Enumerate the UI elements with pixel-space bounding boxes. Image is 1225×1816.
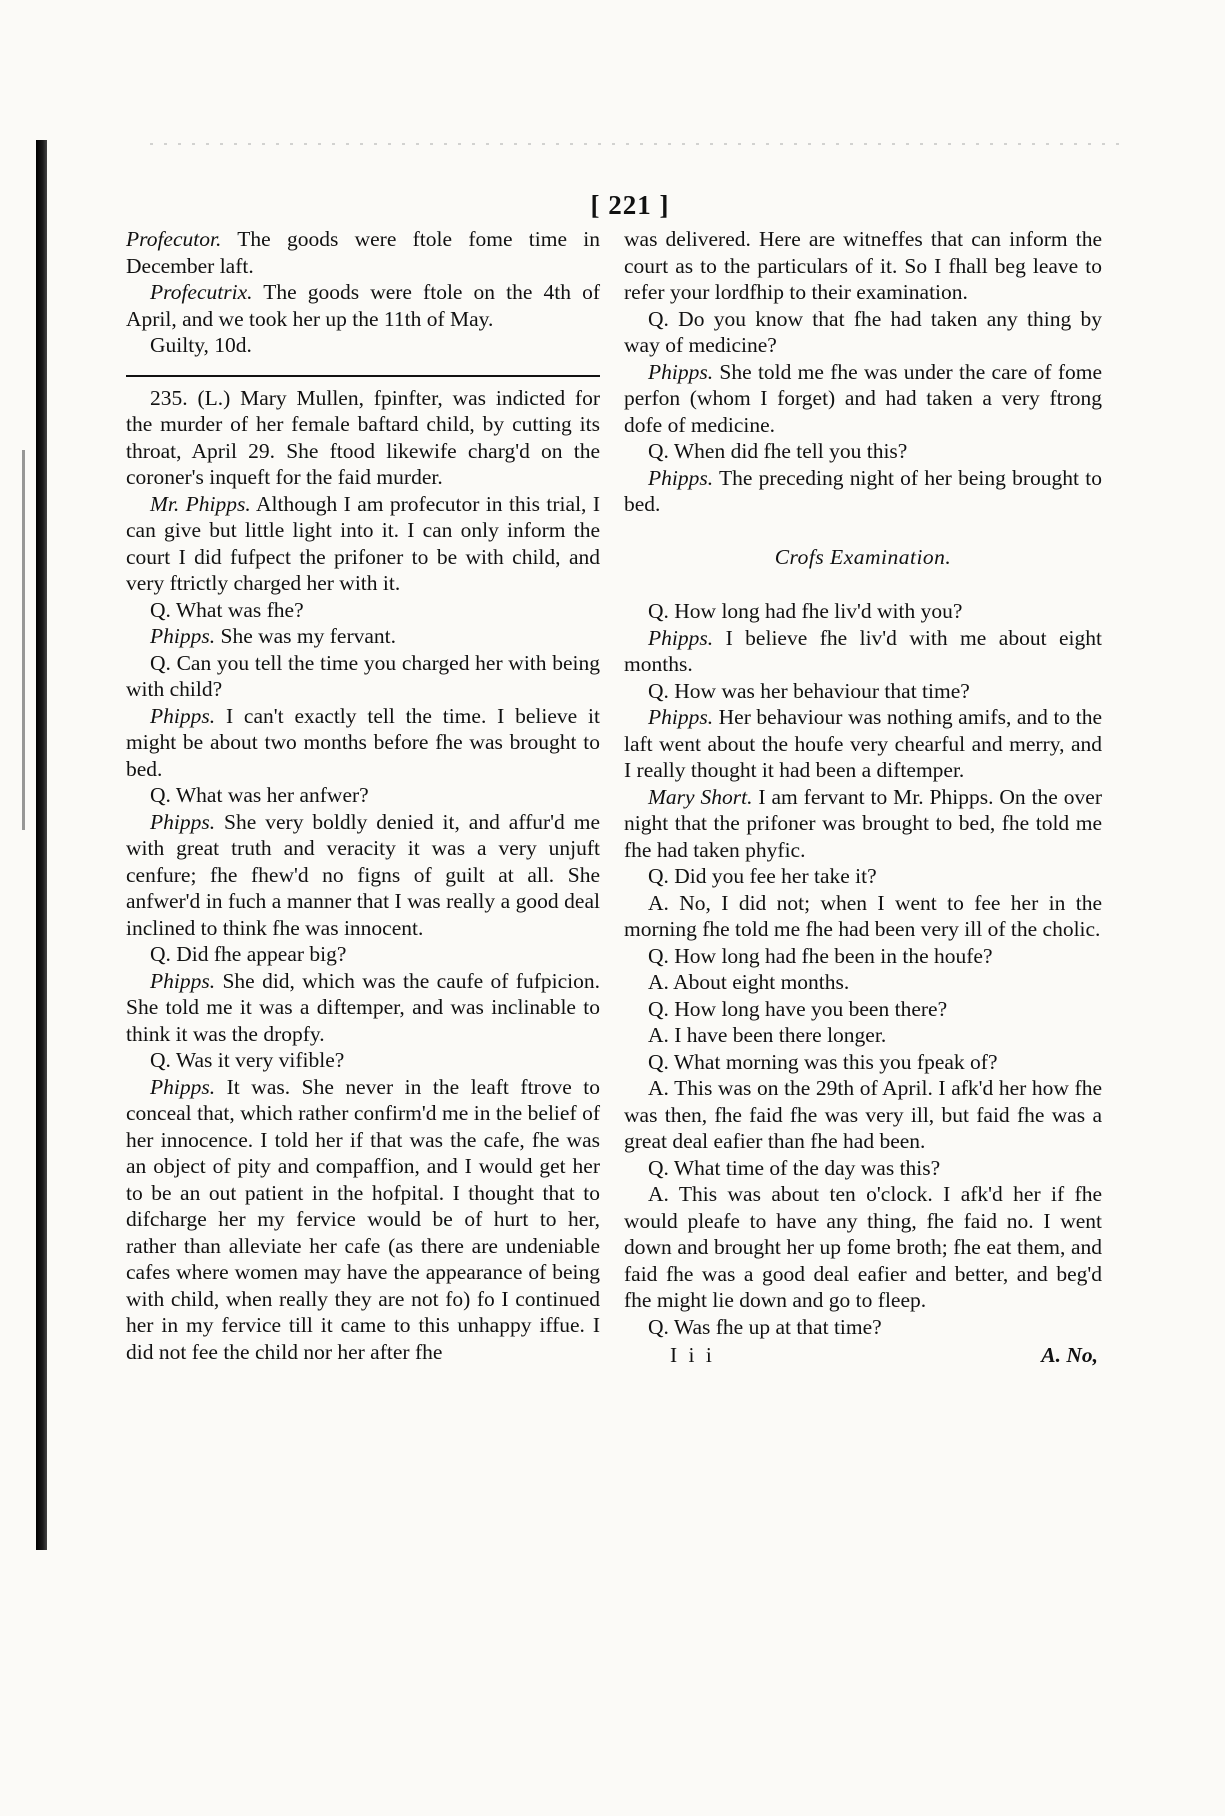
answer: A. About eight months. bbox=[648, 970, 850, 994]
question: Q. Did fhe appear big? bbox=[150, 942, 347, 966]
verdict: Guilty, 10d. bbox=[150, 333, 252, 357]
speaker-name: Phipps. bbox=[648, 625, 714, 650]
question: Q. Was it very vifible? bbox=[150, 1048, 345, 1072]
speaker-name: Phipps. bbox=[150, 968, 216, 993]
question: Q. How long had fhe been in the houfe? bbox=[648, 943, 993, 968]
speaker-name: Profecutrix. bbox=[150, 280, 253, 304]
paragraph-text: The goods were ftole on the 4th of April, and we took her up the 11th of May. bbox=[126, 280, 600, 331]
paragraph bbox=[126, 279, 600, 332]
paragraph bbox=[624, 625, 1102, 678]
speaker-name: Phipps. bbox=[648, 705, 714, 729]
question: Q. Can you tell the time you charged her with being with child? bbox=[126, 650, 600, 701]
section-rule bbox=[126, 375, 600, 377]
question: Q. What was fhe? bbox=[150, 597, 304, 622]
speaker-name: Phipps. bbox=[150, 703, 216, 728]
indictment-paragraph: 235. (L.) Mary Mullen, fpinfter, was indicted for the murder of her female baftard child, by cutting its throat, April 29. She ftood likewife charg'd on the coroner's inqueft for the faid murder. bbox=[126, 385, 600, 489]
speaker-name: Phipps. bbox=[150, 624, 216, 648]
page-footer bbox=[624, 1342, 1102, 1368]
speaker-name: Phipps. bbox=[648, 359, 714, 384]
paragraph-text: She was my fervant. bbox=[215, 624, 397, 648]
paragraph bbox=[624, 465, 1102, 518]
question: Q. How long have you been there? bbox=[648, 996, 948, 1021]
paragraph-text: The goods were ftole fome time in December laft. bbox=[126, 227, 600, 278]
answer: A. This was about ten o'clock. I afk'd her if fhe would pleafe to have any thing, fhe faid no. I went down and brought her up fome broth; fhe eat them, and faid fhe was a good deal eafier and better, and beg'd fhe might lie down and go to fleep. bbox=[624, 1182, 1102, 1312]
paragraph-text: I am fervant to Mr. Phipps. On the over night that the prifoner was brought to bed, fhe told me fhe had taken phyfic. bbox=[624, 784, 1102, 862]
speaker-name: Phipps. bbox=[150, 809, 216, 834]
answer: A. I have been there longer. bbox=[648, 1023, 887, 1047]
question: Q. Did you fee her take it? bbox=[648, 864, 877, 888]
paragraph-text: She told me fhe was under the care of fome perfon (whom I forget) and had taken a very ftrong dofe of medicine. bbox=[624, 359, 1102, 437]
paragraph-text: Her behaviour was nothing amifs, and to the laft went about the houfe very chearful and merry, and I really thought it had been a diftemper. bbox=[624, 705, 1102, 782]
speaker-name: Mary Short. bbox=[648, 784, 753, 809]
scan-noise bbox=[150, 143, 1130, 145]
answer: A. No, I did not; when I went to fee her in the morning fhe told me fhe had been very ill of the cholic. bbox=[624, 890, 1102, 941]
paragraph bbox=[126, 491, 600, 597]
right-column bbox=[624, 226, 1102, 1368]
paragraph bbox=[624, 784, 1102, 864]
catchword: A. No, bbox=[1041, 1343, 1098, 1367]
question: Q. What was her anfwer? bbox=[150, 783, 369, 807]
paragraph bbox=[126, 809, 600, 942]
page-number: [ 221 ] bbox=[590, 190, 670, 220]
paragraph-text: She did, which was the caufe of fufpicion. She told me it was a diftemper, and was inclinable to think it was the dropfy. bbox=[126, 968, 600, 1046]
paragraph bbox=[126, 703, 600, 783]
speaker-name: Phipps. bbox=[150, 1074, 216, 1099]
paragraph-text: Although I am profecutor in this trial, I can give but little light into it. I can only inform the court I did fufpect the prifoner to be with child, and very ftrictly charged her with it. bbox=[126, 491, 600, 595]
speaker-name: Profecutor. bbox=[126, 227, 222, 251]
scan-edge-shadow bbox=[22, 450, 25, 830]
paragraph bbox=[624, 359, 1102, 439]
question: Q. Was fhe up at that time? bbox=[648, 1314, 882, 1339]
paragraph-text: The preceding night of her being brought to bed. bbox=[624, 465, 1102, 516]
answer: A. This was on the 29th of April. I afk'd her how fhe was then, fhe faid fhe was very ill, but faid fhe was a great deal eafier than fhe had been. bbox=[624, 1076, 1102, 1153]
signature-mark: I i i bbox=[670, 1343, 715, 1367]
section-heading: Crofs Examination. bbox=[774, 544, 952, 569]
paragraph-text: She very boldly denied it, and affur'd me with great truth and veracity it was a very unjuft cenfure; fhe fhew'd no figns of guilt at all. She anfwer'd in fuch a manner that I was really a good deal inclined to think fhe was innocent. bbox=[126, 809, 600, 940]
paragraph: was delivered. Here are witneffes that can inform the court as to the particulars of it. So I fhall beg leave to refer your lordfhip to their examination. bbox=[624, 227, 1102, 304]
left-column bbox=[126, 226, 600, 1365]
paragraph bbox=[126, 968, 600, 1048]
speaker-name: Mr. Phipps. bbox=[150, 491, 251, 516]
question: Q. How was her behaviour that time? bbox=[648, 678, 970, 703]
paragraph bbox=[126, 623, 600, 650]
question: Q. Do you know that fhe had taken any thing by way of medicine? bbox=[624, 306, 1102, 357]
paragraph bbox=[126, 226, 600, 279]
question: Q. How long had fhe liv'd with you? bbox=[648, 599, 963, 623]
question: Q. When did fhe tell you this? bbox=[648, 439, 908, 463]
question: Q. What morning was this you fpeak of? bbox=[648, 1049, 998, 1074]
paragraph-text: I believe fhe liv'd with me about eight months. bbox=[624, 625, 1102, 676]
paragraph bbox=[624, 704, 1102, 784]
question: Q. What time of the day was this? bbox=[648, 1155, 941, 1180]
scan-binding-edge bbox=[36, 140, 47, 1550]
paragraph bbox=[126, 1074, 600, 1366]
speaker-name: Phipps. bbox=[648, 465, 714, 490]
paragraph-text: It was. She never in the leaft ftrove to conceal that, which rather confirm'd me in the belief of her innocence. I told her if that was the cafe, fhe was an object of pity and compaffion, and I would get her to be an out patient in the hofpital. I thought that to difcharge her my fervice would be of hurt to her, rather than alleviate her cafe (as there are undeniable cafes where women may have the appearance of being with child, when really they are not fo) fo I continued her in my fervice till it came to this unhappy iffue. I did not fee the child nor her after fhe bbox=[126, 1074, 600, 1364]
paragraph-text: I can't exactly tell the time. I believe it might be about two months before fhe was brought to bed. bbox=[126, 703, 600, 781]
